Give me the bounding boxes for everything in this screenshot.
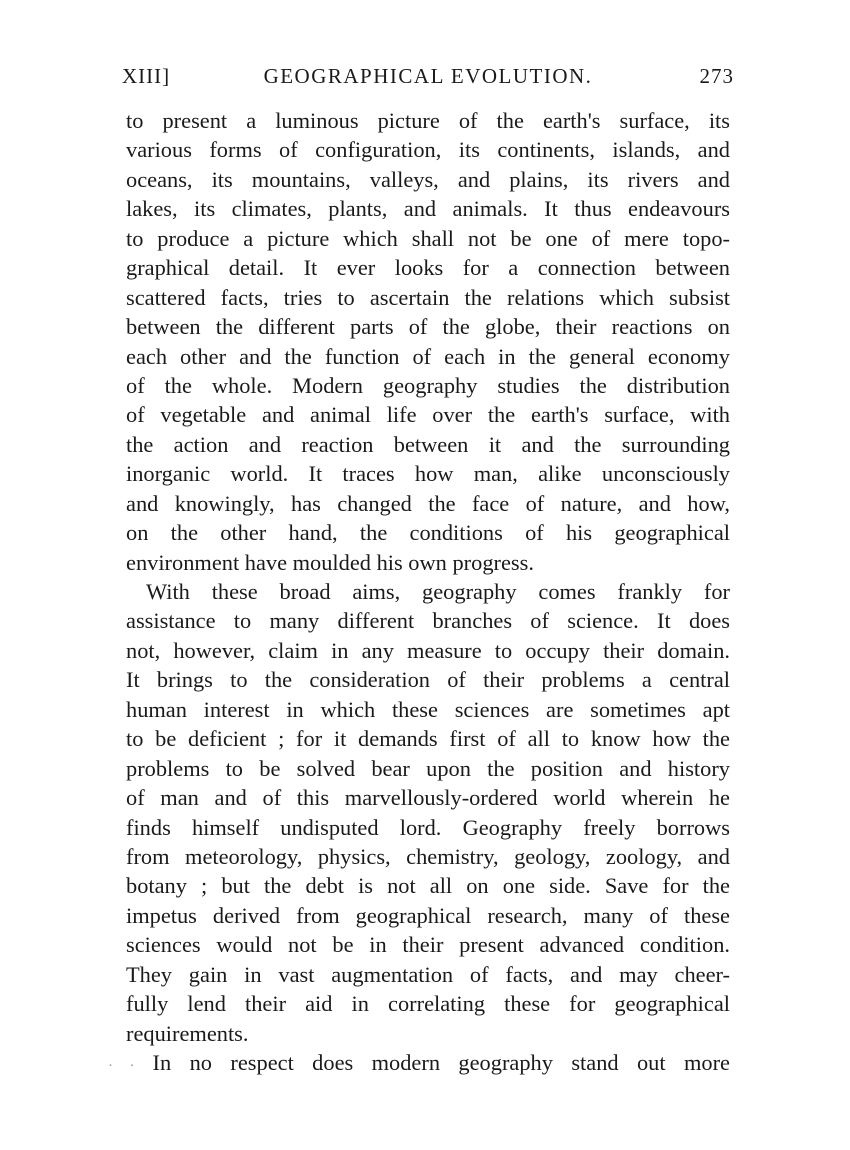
text-line: requirements. — [126, 1020, 249, 1046]
text-line: of vegetable and animal life over the earth's surface, with — [126, 402, 730, 428]
text-line: graphical detail. It ever looks for a connection between — [126, 255, 730, 281]
text-line: each other and the function of each in the general economy — [126, 343, 730, 369]
text-line: environment have moulded his own progress. — [126, 549, 534, 575]
text-line: human interest in which these sciences are sometimes apt — [126, 696, 730, 722]
text-line: inorganic world. It traces how man, alike unconsciously — [126, 461, 730, 487]
text-line: of the whole. Modern geography studies the distribution — [126, 372, 730, 398]
text-line: and knowingly, has changed the face of nature, and how, — [126, 490, 730, 516]
text-line: With these broad aims, geography comes frankly for — [146, 579, 730, 604]
text-line: various forms of configuration, its continents, islands, and — [126, 137, 730, 163]
text-line: sciences would not be in their present advanced condition. — [126, 932, 730, 958]
chapter-number: XIII] — [122, 64, 171, 88]
running-title: GEOGRAPHICAL EVOLUTION. — [263, 64, 593, 88]
stray-mark: · · — [108, 1058, 135, 1074]
text-line: not, however, claim in any measure to occupy their domain. — [126, 637, 730, 663]
text-line: scattered facts, tries to ascertain the relations which subsist — [126, 284, 730, 310]
paragraph — [126, 577, 730, 1048]
text-line: finds himself undisputed lord. Geography freely borrows — [126, 814, 730, 840]
text-line: impetus derived from geographical research, many of these — [126, 902, 730, 928]
text-line: botany ; but the debt is not all on one side. Save for the — [126, 873, 730, 899]
text-line: from meteorology, physics, chemistry, geology, zoology, and — [126, 843, 730, 869]
text-line: fully lend their aid in correlating these for geographical — [126, 991, 730, 1017]
text-line: of man and of this marvellously-ordered world wherein he — [126, 785, 730, 811]
text-line: to be deficient ; for it demands first of all to know how the — [126, 726, 730, 752]
text-line-content: In no respect does modern geography stand out more — [152, 1050, 730, 1075]
text-line: between the different parts of the globe, their reactions on — [126, 314, 730, 340]
text-line: assistance to many different branches of science. It does — [126, 608, 730, 634]
text-line: to present a luminous picture of the earth's surface, its — [126, 108, 730, 133]
paragraph — [108, 1048, 730, 1077]
text-line: problems to be solved bear upon the position and history — [126, 755, 730, 781]
text-line — [108, 1048, 730, 1077]
text-line: oceans, its mountains, valleys, and plains, its rivers and — [126, 166, 730, 192]
paragraph — [126, 106, 730, 577]
running-head — [122, 64, 734, 94]
text-line: It brings to the consideration of their problems a central — [126, 667, 730, 693]
page-number: 273 — [699, 64, 734, 88]
text-line: lakes, its climates, plants, and animals. It thus endeavours — [126, 196, 730, 222]
text-line: the action and reaction between it and the surrounding — [126, 431, 730, 457]
text-line: to produce a picture which shall not be one of mere topo- — [126, 225, 730, 251]
text-line: on the other hand, the conditions of his geographical — [126, 520, 730, 546]
body-text — [108, 106, 730, 1077]
text-line: They gain in vast augmentation of facts, and may cheer- — [126, 961, 730, 987]
